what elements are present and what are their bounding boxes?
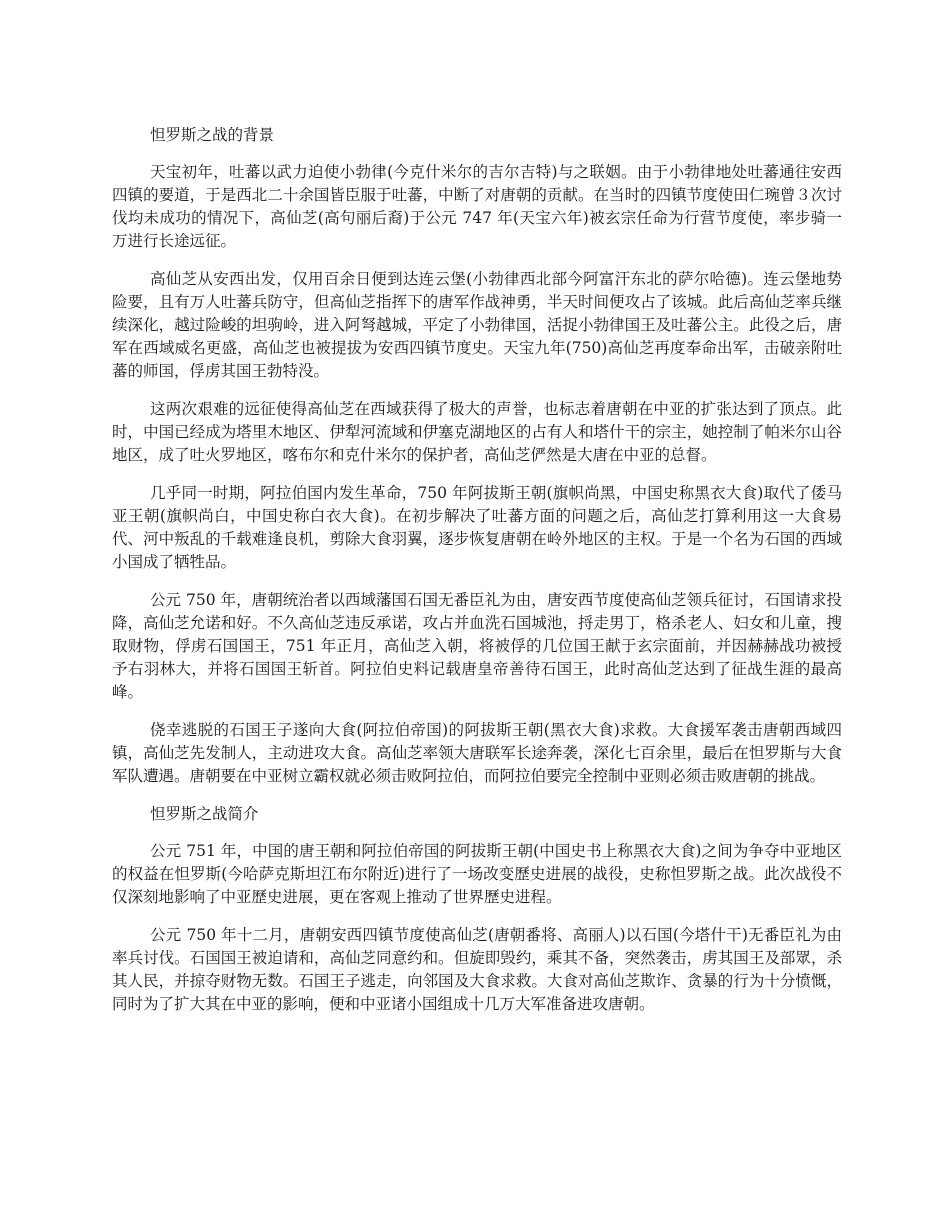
document-page bbox=[112, 124, 842, 1031]
section-heading-background: 怛罗斯之战的背景 bbox=[150, 126, 275, 144]
section-heading-introduction: 怛罗斯之战简介 bbox=[150, 805, 259, 823]
paragraph: 公元 750 年，唐朝统治者以西域藩国石国无番臣礼为由，唐安西节度使高仙芝领兵征讨，石国请求投降，高仙芝允诺和好。不久高仙芝违反承诺，攻占并血洗石国城池，捋走男丁，格杀老人、妇女和儿童，搜取财物，俘虏石国国王，751 年正月，高仙芝入朝，将被俘的几位国王献于玄宗面前，并因赫赫战功被授予右羽林大，并将石国国王斩首。阿拉伯史料记载唐皇帝善待石国王，此时高仙芝达到了征战生涯的最高峰。 bbox=[112, 591, 842, 701]
paragraph: 高仙芝从安西出发，仅用百余日便到达连云堡(小勃律西北部今阿富汗东北的萨尔哈德)。连云堡地势险要，且有万人吐蕃兵防守，但高仙芝指挥下的唐军作战神勇，半天时间便攻占了该城。此后高仙芝率兵继续深化，越过险峻的坦驹岭，进入阿弩越城，平定了小勃律国，活捉小勃律国王及吐蕃公主。此役之后，唐军在西域威名更盛，高仙芝也被提拔为安西四镇节度史。天宝九年(750)高仙芝再度奉命出军，击破亲附吐蕃的师国，俘虏其国王勃特没。 bbox=[112, 270, 842, 380]
paragraph: 天宝初年，吐蕃以武力迫使小勃律(今克什米尔的吉尔吉特)与之联姻。由于小勃律地处吐蕃通往安西四镇的要道，于是西北二十余国皆臣服于吐蕃，中断了对唐朝的贡献。在当时的四镇节度使田仁琬曾３次讨伐均未成功的情况下，高仙芝(高句丽后裔)于公元 747 年(天宝六年)被玄宗任命为行营节度使，率步骑一万进行长途远征。 bbox=[112, 163, 842, 250]
paragraph: 几乎同一时期，阿拉伯国内发生革命，750 年阿拔斯王朝(旗帜尚黑，中国史称黑衣大食)取代了倭马亚王朝(旗帜尚白，中国史称白衣大食)。在初步解决了吐蕃方面的问题之后，高仙芝打算利用这一大食易代、河中叛乱的千载难逢良机，剪除大食羽翼，逐步恢复唐朝在岭外地区的主权。于是一个名为石国的西域小国成了牺牲品。 bbox=[112, 484, 842, 571]
paragraph: 侥幸逃脱的石国王子遂向大食(阿拉伯帝国)的阿拔斯王朝(黑衣大食)求救。大食援军袭击唐朝西域四镇，高仙芝先发制人，主动进攻大食。高仙芝率领大唐联军长途奔袭，深化七百余里，最后在怛罗斯与大食军队遭遇。唐朝要在中亚树立霸权就必须击败阿拉伯，而阿拉伯要完全控制中亚则必须击败唐朝的挑战。 bbox=[112, 721, 842, 785]
paragraph: 这两次艰难的远征使得高仙芝在西域获得了极大的声誉，也标志着唐朝在中亚的扩张达到了顶点。此时，中国已经成为塔里木地区、伊犁河流域和伊塞克湖地区的占有人和塔什干的宗主，她控制了帕米尔山谷地区，成了吐火罗地区，喀布尔和克什米尔的保护者，高仙芝俨然是大唐在中亚的总督。 bbox=[112, 400, 842, 464]
paragraph: 公元 750 年十二月，唐朝安西四镇节度使高仙芝(唐朝番将、高丽人)以石国(今塔什干)无番臣礼为由率兵讨伐。石国国王被迫请和，高仙芝同意约和。但旋即毁约，乘其不备，突然袭击，虏其国王及部眾，杀其人民，并掠夺财物无数。石国王子逃走，向邻国及大食求救。大食对高仙芝欺诈、贪暴的行为十分愤慨，同时为了扩大其在中亚的影响，便和中亚诸小国组成十几万大军准备进攻唐朝。 bbox=[112, 926, 842, 1013]
paragraph: 公元 751 年，中国的唐王朝和阿拉伯帝国的阿拔斯王朝(中国史书上称黑衣大食)之间为争夺中亚地区的权益在怛罗斯(今哈萨克斯坦江布尔附近)进行了一场改变歷史进展的战役，史称怛罗斯之战。此次战役不仅深刻地影响了中亚歷史进展，更在客观上推动了世界歷史进程。 bbox=[112, 842, 842, 906]
